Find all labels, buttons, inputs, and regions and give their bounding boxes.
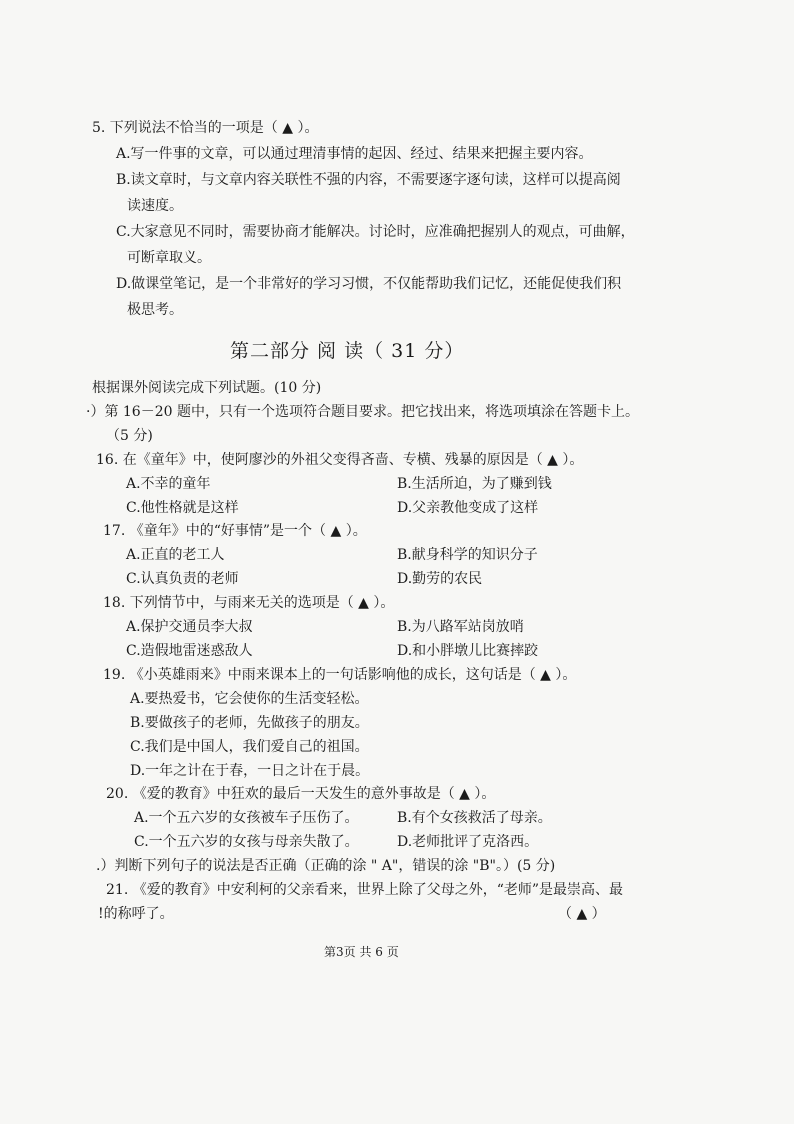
q5-option-d-line2: 极思考。	[127, 302, 183, 318]
q5-option-b-line1: B.读文章时，与文章内容关联性不强的内容，不需要逐字逐句读，这样可以提高阅	[116, 172, 621, 188]
q20-option-a: A.一个五六岁的女孩被车子压伤了。	[134, 810, 359, 826]
q21-answer-blank: （ ▲ ）	[558, 906, 606, 922]
q20-stem: 20. 《爱的教育》中狂欢的最后一天发生的意外事故是（ ▲ ）。	[106, 786, 496, 802]
q16-option-d: D.父亲教他变成了这样	[397, 500, 539, 516]
q16-option-c: C.他性格就是这样	[126, 500, 239, 516]
q5-stem: 5. 下列说法不恰当的一项是（ ▲ ）。	[92, 120, 319, 136]
q16-option-a: A.不幸的童年	[126, 476, 211, 492]
part2-instruction: .）判断下列句子的说法是否正确（正确的涂 " A"，错误的涂 "B"。）(5 分)	[96, 858, 556, 874]
q20-option-b: B.有个女孩救活了母亲。	[397, 810, 552, 826]
q19-option-c: C.我们是中国人，我们爱自己的祖国。	[130, 739, 369, 755]
q18-option-d: D.和小胖墩儿比赛摔跤	[397, 643, 539, 659]
q18-option-b: B.为八路军站岗放哨	[397, 619, 524, 635]
q20-option-d: D.老师批评了克洛西。	[397, 834, 539, 850]
q5-option-d-line1: D.做课堂笔记，是一个非常好的学习习惯，不仅能帮助我们记忆，还能促使我们积	[116, 276, 622, 292]
q21-line2: !的称呼了。	[98, 906, 174, 922]
q21-line1: 21. 《爱的教育》中安利柯的父亲看来，世界上除了父母之外，“老师”是最崇高、最	[106, 882, 624, 898]
q19-option-a: A.要热爱书，它会使你的生活变轻松。	[130, 691, 369, 707]
part1-points: （5 分)	[106, 428, 153, 444]
q5-option-b-line2: 读速度。	[127, 198, 183, 214]
q5-option-c-line1: C.大家意见不同时，需要协商才能解决。讨论时，应准确把握别人的观点，可曲解，	[116, 224, 635, 240]
q18-option-a: A.保护交通员李大叔	[126, 619, 253, 635]
q17-option-c: C.认真负责的老师	[126, 571, 239, 587]
q5-option-a: A.写一件事的文章，可以通过理清事情的起因、经过、结果来把握主要内容。	[116, 146, 593, 162]
page-footer: 第3页 共 6 页	[324, 945, 399, 959]
q16-stem: 16. 在《童年》中，使阿廖沙的外祖父变得吝啬、专横、残暴的原因是（ ▲ ）。	[96, 452, 584, 468]
part1-instruction: ·）第 16－20 题中，只有一个选项符合题目要求。把它找出来，将选项填涂在答题卡上。	[86, 404, 639, 420]
reading-intro: 根据课外阅读完成下列试题。(10 分)	[92, 380, 322, 396]
q17-option-b: B.献身科学的知识分子	[397, 547, 538, 563]
q5-option-c-line2: 可断章取义。	[127, 250, 211, 266]
q17-option-a: A.正直的老工人	[126, 547, 225, 563]
q19-stem: 19. 《小英雄雨来》中雨来课本上的一句话影响他的成长，这句话是（ ▲ ）。	[103, 667, 577, 683]
q17-option-d: D.勤劳的农民	[397, 571, 483, 587]
q20-option-c: C.一个五六岁的女孩与母亲失散了。	[134, 834, 359, 850]
q16-option-b: B.生活所迫，为了赚到钱	[397, 476, 552, 492]
section-title: 第二部分 阅 读（ 31 分）	[230, 340, 465, 362]
q18-stem: 18. 下列情节中，与雨来无关的选项是（ ▲ ）。	[103, 595, 395, 611]
q17-stem: 17. 《童年》中的“好事情”是一个（ ▲ ）。	[103, 523, 367, 539]
q18-option-c: C.造假地雷迷惑敌人	[126, 643, 253, 659]
q19-option-d: D.一年之计在于春，一日之计在于晨。	[130, 763, 370, 779]
q19-option-b: B.要做孩子的老师，先做孩子的朋友。	[130, 715, 369, 731]
